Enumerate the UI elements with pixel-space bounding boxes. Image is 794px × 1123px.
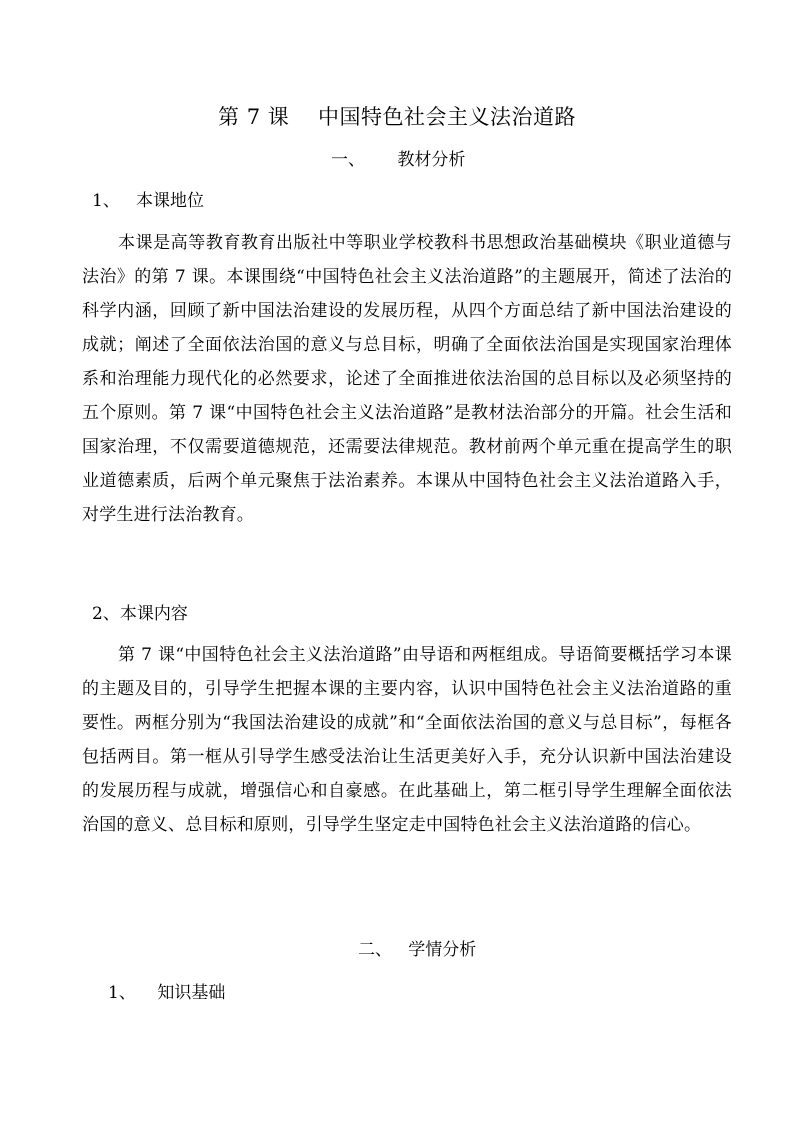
- paragraph-lesson-position: 本课是高等教育教育出版社中等职业学校教科书思想政治基础模块《职业道德与法治》的第 7 课。本课围绕“中国特色社会主义法治道路”的主题展开，简述了法治的科学内涵，回顾了新中国法治建设的发展历程，从四个方面总结了新中国法治建设的成就；阐述了全面依法治国的意义与总目标，明确了全面依法治国是实现国家治理体系和治理能力现代化的必然要求，论述了全面推进依法治国的总目标以及必须坚持的五个原则。第 7 课“中国特色社会主义法治道路”是教材法治部分的开篇。社会生活和国家治理，不仅需要道德规范，还需要法律规范。教材前两个单元重在提高学生的职业道德素质，后两个单元聚焦于法治素养。本课从中国特色社会主义法治道路入手，对学生进行法治教育。: [82, 233, 732, 525]
- section-heading-textbook-analysis: 一、 教材分析: [331, 150, 466, 170]
- paragraph-lesson-content: 第 7 课“中国特色社会主义法治道路”由导语和两框组成。导语简要概括学习本课的主题及目的，引导学生把握本课的主要内容，认识中国特色社会主义法治道路的重要性。两框分别为“我国法治建设的成就”和“全面依法治国的意义与总目标”，每框各包括两目。第一框从引导学生感受法治让生活更美好入手，充分认识新中国法治建设的发展历程与成就，增强信心和自豪感。在此基础上，第二框引导学生理解全面依法治国的意义、总目标和原则，引导学生坚定走中国特色社会主义法治道路的信心。: [82, 645, 732, 835]
- section-heading-student-analysis: 二、 学情分析: [358, 940, 477, 960]
- page-title: 第 7 课 中国特色社会主义法治道路: [218, 105, 576, 129]
- sub-heading-lesson-content: 2、本课内容: [92, 604, 188, 624]
- sub-heading-lesson-position: 1、 本课地位: [92, 191, 205, 211]
- sub-heading-knowledge-basis: 1、 知识基础: [108, 983, 226, 1003]
